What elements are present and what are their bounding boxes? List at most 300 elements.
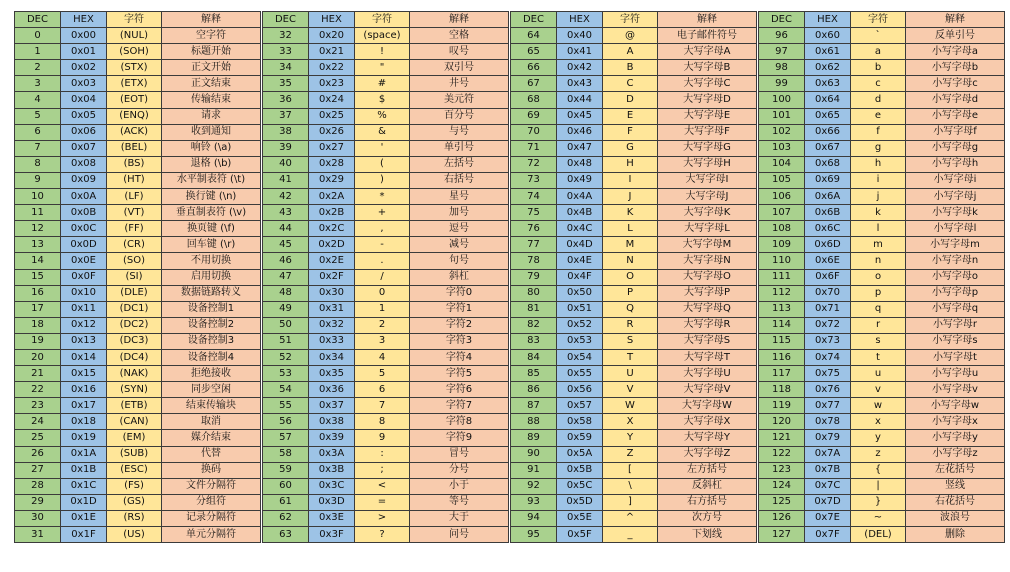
cell-char: Y xyxy=(603,430,658,446)
cell-dec: 49 xyxy=(263,301,309,317)
cell-desc: 斜杠 xyxy=(410,269,509,285)
cell-char: (CAN) xyxy=(107,414,162,430)
cell-char: b xyxy=(851,60,906,76)
cell-desc: 波浪号 xyxy=(906,510,1005,526)
cell-char: d xyxy=(851,92,906,108)
cell-hex: 0x64 xyxy=(805,92,851,108)
cell-char: 5 xyxy=(355,366,410,382)
cell-char: ; xyxy=(355,462,410,478)
cell-char: H xyxy=(603,156,658,172)
cell-hex: 0x0D xyxy=(61,237,107,253)
table-row xyxy=(15,494,261,510)
cell-dec: 122 xyxy=(759,446,805,462)
cell-desc: 小写字母l xyxy=(906,221,1005,237)
cell-char: ? xyxy=(355,527,410,543)
cell-dec: 56 xyxy=(263,414,309,430)
cell-desc: 分组符 xyxy=(162,494,261,510)
cell-hex: 0x2D xyxy=(309,237,355,253)
cell-char: z xyxy=(851,446,906,462)
cell-hex: 0x32 xyxy=(309,317,355,333)
cell-hex: 0x01 xyxy=(61,44,107,60)
cell-hex: 0x57 xyxy=(557,398,603,414)
cell-dec: 20 xyxy=(15,349,61,365)
table-row xyxy=(759,172,1005,188)
cell-char: + xyxy=(355,205,410,221)
cell-hex: 0x70 xyxy=(805,285,851,301)
cell-dec: 68 xyxy=(511,92,557,108)
table-row xyxy=(263,478,509,494)
cell-dec: 81 xyxy=(511,301,557,317)
cell-hex: 0x6D xyxy=(805,237,851,253)
cell-dec: 30 xyxy=(15,510,61,526)
cell-desc: 叹号 xyxy=(410,44,509,60)
cell-hex: 0x1A xyxy=(61,446,107,462)
cell-hex: 0x5D xyxy=(557,494,603,510)
cell-hex: 0x3B xyxy=(309,462,355,478)
cell-dec: 110 xyxy=(759,253,805,269)
cell-desc: 大写字母E xyxy=(658,108,757,124)
cell-dec: 105 xyxy=(759,172,805,188)
cell-desc: 小写字母b xyxy=(906,60,1005,76)
cell-desc: 小写字母z xyxy=(906,446,1005,462)
cell-hex: 0x5E xyxy=(557,510,603,526)
table-row xyxy=(263,333,509,349)
cell-desc: 大于 xyxy=(410,510,509,526)
table-row xyxy=(511,366,757,382)
table-row xyxy=(511,494,757,510)
cell-hex: 0x5C xyxy=(557,478,603,494)
table-row xyxy=(263,446,509,462)
cell-char: @ xyxy=(603,28,658,44)
table-row xyxy=(511,28,757,44)
cell-char: Q xyxy=(603,301,658,317)
cell-char: (ESC) xyxy=(107,462,162,478)
cell-char: \ xyxy=(603,478,658,494)
cell-desc: 电子邮件符号 xyxy=(658,28,757,44)
table-row xyxy=(759,430,1005,446)
cell-hex: 0x4E xyxy=(557,253,603,269)
table-row xyxy=(511,76,757,92)
cell-dec: 76 xyxy=(511,221,557,237)
cell-char: (GS) xyxy=(107,494,162,510)
cell-dec: 52 xyxy=(263,349,309,365)
cell-hex: 0x25 xyxy=(309,108,355,124)
cell-hex: 0x3D xyxy=(309,494,355,510)
cell-hex: 0x0B xyxy=(61,205,107,221)
cell-hex: 0x09 xyxy=(61,172,107,188)
cell-desc: 大写字母H xyxy=(658,156,757,172)
cell-hex: 0x34 xyxy=(309,349,355,365)
cell-dec: 34 xyxy=(263,60,309,76)
cell-desc: 右花括号 xyxy=(906,494,1005,510)
cell-char: I xyxy=(603,172,658,188)
cell-char: / xyxy=(355,269,410,285)
cell-hex: 0x00 xyxy=(61,28,107,44)
cell-hex: 0x11 xyxy=(61,301,107,317)
cell-hex: 0x6E xyxy=(805,253,851,269)
cell-char: = xyxy=(355,494,410,510)
cell-char: } xyxy=(851,494,906,510)
cell-dec: 2 xyxy=(15,60,61,76)
cell-char: (NUL) xyxy=(107,28,162,44)
cell-dec: 0 xyxy=(15,28,61,44)
cell-dec: 72 xyxy=(511,156,557,172)
cell-char: (NAK) xyxy=(107,366,162,382)
cell-dec: 25 xyxy=(15,430,61,446)
cell-dec: 38 xyxy=(263,124,309,140)
cell-char: (SO) xyxy=(107,253,162,269)
cell-hex: 0x6C xyxy=(805,221,851,237)
cell-desc: 换行键 (\n) xyxy=(162,189,261,205)
table-row xyxy=(511,124,757,140)
table-row xyxy=(263,510,509,526)
cell-dec: 117 xyxy=(759,366,805,382)
table-row xyxy=(15,446,261,462)
table-row xyxy=(263,140,509,156)
table-row xyxy=(759,285,1005,301)
cell-char: u xyxy=(851,366,906,382)
table-row xyxy=(511,317,757,333)
cell-hex: 0x7D xyxy=(805,494,851,510)
table-row xyxy=(511,237,757,253)
cell-hex: 0x05 xyxy=(61,108,107,124)
cell-dec: 60 xyxy=(263,478,309,494)
ascii-table-1 xyxy=(14,11,261,543)
cell-char: T xyxy=(603,349,658,365)
cell-char: (DC2) xyxy=(107,317,162,333)
cell-hex: 0x24 xyxy=(309,92,355,108)
table-row xyxy=(511,60,757,76)
cell-char: E xyxy=(603,108,658,124)
cell-dec: 12 xyxy=(15,221,61,237)
cell-char: (space) xyxy=(355,28,410,44)
cell-desc: 收到通知 xyxy=(162,124,261,140)
cell-dec: 124 xyxy=(759,478,805,494)
cell-desc: 大写字母F xyxy=(658,124,757,140)
table-row xyxy=(263,253,509,269)
cell-hex: 0x6A xyxy=(805,189,851,205)
table-row xyxy=(511,430,757,446)
column-header-char: 字符 xyxy=(355,12,410,28)
table-row xyxy=(15,285,261,301)
cell-desc: 字符6 xyxy=(410,382,509,398)
cell-char: s xyxy=(851,333,906,349)
cell-desc: 空格 xyxy=(410,28,509,44)
cell-desc: 大写字母J xyxy=(658,189,757,205)
cell-desc: 请求 xyxy=(162,108,261,124)
cell-dec: 66 xyxy=(511,60,557,76)
cell-char: (CR) xyxy=(107,237,162,253)
cell-char: i xyxy=(851,172,906,188)
cell-dec: 15 xyxy=(15,269,61,285)
ascii-table-4 xyxy=(758,11,1005,543)
cell-hex: 0x03 xyxy=(61,76,107,92)
cell-char: (SYN) xyxy=(107,382,162,398)
cell-desc: 百分号 xyxy=(410,108,509,124)
cell-hex: 0x68 xyxy=(805,156,851,172)
cell-desc: 垂直制表符 (\v) xyxy=(162,205,261,221)
cell-dec: 109 xyxy=(759,237,805,253)
column-header-dec: DEC xyxy=(263,12,309,28)
cell-char: 0 xyxy=(355,285,410,301)
cell-desc: 小写字母q xyxy=(906,301,1005,317)
cell-dec: 41 xyxy=(263,172,309,188)
cell-desc: 大写字母T xyxy=(658,349,757,365)
cell-desc: 取消 xyxy=(162,414,261,430)
cell-dec: 121 xyxy=(759,430,805,446)
cell-dec: 114 xyxy=(759,317,805,333)
cell-desc: 与号 xyxy=(410,124,509,140)
table-row xyxy=(759,349,1005,365)
cell-char: 1 xyxy=(355,301,410,317)
cell-desc: 水平制表符 (\t) xyxy=(162,172,261,188)
cell-hex: 0x2E xyxy=(309,253,355,269)
cell-char: 7 xyxy=(355,398,410,414)
cell-dec: 13 xyxy=(15,237,61,253)
cell-desc: 问号 xyxy=(410,527,509,543)
cell-dec: 98 xyxy=(759,60,805,76)
table-row xyxy=(15,382,261,398)
table-row xyxy=(263,108,509,124)
table-row xyxy=(511,527,757,543)
cell-dec: 84 xyxy=(511,349,557,365)
cell-dec: 108 xyxy=(759,221,805,237)
cell-desc: 句号 xyxy=(410,253,509,269)
cell-dec: 73 xyxy=(511,172,557,188)
cell-hex: 0x29 xyxy=(309,172,355,188)
cell-char: (RS) xyxy=(107,510,162,526)
cell-desc: 字符2 xyxy=(410,317,509,333)
cell-dec: 57 xyxy=(263,430,309,446)
table-row xyxy=(511,510,757,526)
cell-dec: 36 xyxy=(263,92,309,108)
cell-hex: 0x22 xyxy=(309,60,355,76)
cell-desc: 右括号 xyxy=(410,172,509,188)
cell-hex: 0x4F xyxy=(557,269,603,285)
cell-desc: 等号 xyxy=(410,494,509,510)
table-row xyxy=(759,205,1005,221)
table-row xyxy=(15,301,261,317)
cell-char: m xyxy=(851,237,906,253)
cell-dec: 14 xyxy=(15,253,61,269)
table-row xyxy=(263,92,509,108)
cell-char: (US) xyxy=(107,527,162,543)
table-row xyxy=(263,414,509,430)
cell-char: 3 xyxy=(355,333,410,349)
cell-hex: 0x5B xyxy=(557,462,603,478)
table-row xyxy=(511,285,757,301)
cell-char: t xyxy=(851,349,906,365)
table-row xyxy=(15,317,261,333)
cell-hex: 0x1F xyxy=(61,527,107,543)
table-row xyxy=(15,205,261,221)
cell-desc: 单引号 xyxy=(410,140,509,156)
cell-hex: 0x26 xyxy=(309,124,355,140)
cell-dec: 96 xyxy=(759,28,805,44)
cell-char: # xyxy=(355,76,410,92)
cell-desc: 逗号 xyxy=(410,221,509,237)
cell-desc: 大写字母Y xyxy=(658,430,757,446)
cell-desc: 小写字母r xyxy=(906,317,1005,333)
cell-char: v xyxy=(851,382,906,398)
cell-desc: 正文开始 xyxy=(162,60,261,76)
cell-char: x xyxy=(851,414,906,430)
cell-dec: 3 xyxy=(15,76,61,92)
cell-char: 2 xyxy=(355,317,410,333)
cell-char: M xyxy=(603,237,658,253)
table-header-row xyxy=(759,12,1005,28)
cell-hex: 0x1C xyxy=(61,478,107,494)
table-row xyxy=(759,269,1005,285)
cell-char: K xyxy=(603,205,658,221)
cell-dec: 118 xyxy=(759,382,805,398)
cell-hex: 0x67 xyxy=(805,140,851,156)
table-row xyxy=(759,382,1005,398)
table-row xyxy=(511,333,757,349)
table-row xyxy=(15,510,261,526)
cell-desc: 正文结束 xyxy=(162,76,261,92)
cell-hex: 0x14 xyxy=(61,349,107,365)
cell-dec: 126 xyxy=(759,510,805,526)
cell-char: (BS) xyxy=(107,156,162,172)
table-row xyxy=(511,478,757,494)
cell-desc: 冒号 xyxy=(410,446,509,462)
cell-char: * xyxy=(355,189,410,205)
table-row xyxy=(263,44,509,60)
cell-desc: 大写字母X xyxy=(658,414,757,430)
cell-desc: 传输结束 xyxy=(162,92,261,108)
cell-dec: 48 xyxy=(263,285,309,301)
cell-desc: 星号 xyxy=(410,189,509,205)
cell-desc: 字符0 xyxy=(410,285,509,301)
table-row xyxy=(263,28,509,44)
cell-desc: 小于 xyxy=(410,478,509,494)
cell-hex: 0x65 xyxy=(805,108,851,124)
ascii-table-2 xyxy=(262,11,509,543)
cell-dec: 99 xyxy=(759,76,805,92)
cell-hex: 0x1D xyxy=(61,494,107,510)
cell-char: ' xyxy=(355,140,410,156)
cell-hex: 0x06 xyxy=(61,124,107,140)
column-header-hex: HEX xyxy=(61,12,107,28)
cell-hex: 0x72 xyxy=(805,317,851,333)
table-row xyxy=(263,189,509,205)
table-row xyxy=(15,462,261,478)
cell-dec: 125 xyxy=(759,494,805,510)
table-row xyxy=(511,398,757,414)
cell-dec: 43 xyxy=(263,205,309,221)
cell-char: C xyxy=(603,76,658,92)
table-row xyxy=(511,253,757,269)
cell-desc: 大写字母W xyxy=(658,398,757,414)
cell-desc: 次方号 xyxy=(658,510,757,526)
cell-hex: 0x07 xyxy=(61,140,107,156)
cell-char: U xyxy=(603,366,658,382)
cell-hex: 0x4C xyxy=(557,221,603,237)
cell-hex: 0x78 xyxy=(805,414,851,430)
cell-dec: 62 xyxy=(263,510,309,526)
cell-desc: 大写字母D xyxy=(658,92,757,108)
cell-desc: 设备控制3 xyxy=(162,333,261,349)
cell-char: 9 xyxy=(355,430,410,446)
cell-char: (ETX) xyxy=(107,76,162,92)
column-header-char: 字符 xyxy=(603,12,658,28)
cell-hex: 0x61 xyxy=(805,44,851,60)
cell-dec: 90 xyxy=(511,446,557,462)
cell-char: : xyxy=(355,446,410,462)
cell-char: V xyxy=(603,382,658,398)
cell-hex: 0x5A xyxy=(557,446,603,462)
cell-char: (DC4) xyxy=(107,349,162,365)
cell-dec: 69 xyxy=(511,108,557,124)
cell-dec: 85 xyxy=(511,366,557,382)
cell-hex: 0x7E xyxy=(805,510,851,526)
cell-hex: 0x3E xyxy=(309,510,355,526)
cell-desc: 单元分隔符 xyxy=(162,527,261,543)
cell-desc: 标题开始 xyxy=(162,44,261,60)
cell-char: Z xyxy=(603,446,658,462)
cell-hex: 0x04 xyxy=(61,92,107,108)
cell-desc: 换码 xyxy=(162,462,261,478)
table-row xyxy=(15,414,261,430)
cell-desc: 启用切换 xyxy=(162,269,261,285)
cell-hex: 0x31 xyxy=(309,301,355,317)
cell-dec: 33 xyxy=(263,44,309,60)
table-row xyxy=(263,366,509,382)
column-header-hex: HEX xyxy=(309,12,355,28)
table-row xyxy=(15,156,261,172)
cell-dec: 37 xyxy=(263,108,309,124)
table-row xyxy=(15,253,261,269)
table-row xyxy=(15,478,261,494)
cell-char: ! xyxy=(355,44,410,60)
cell-dec: 54 xyxy=(263,382,309,398)
cell-hex: 0x27 xyxy=(309,140,355,156)
cell-hex: 0x10 xyxy=(61,285,107,301)
table-header-row xyxy=(15,12,261,28)
cell-hex: 0x6F xyxy=(805,269,851,285)
cell-desc: 记录分隔符 xyxy=(162,510,261,526)
cell-desc: 同步空闲 xyxy=(162,382,261,398)
cell-hex: 0x19 xyxy=(61,430,107,446)
column-header-dec: DEC xyxy=(511,12,557,28)
cell-hex: 0x44 xyxy=(557,92,603,108)
cell-hex: 0x0A xyxy=(61,189,107,205)
table-row xyxy=(15,221,261,237)
cell-dec: 26 xyxy=(15,446,61,462)
cell-desc: 设备控制2 xyxy=(162,317,261,333)
cell-hex: 0x73 xyxy=(805,333,851,349)
cell-char: D xyxy=(603,92,658,108)
cell-dec: 7 xyxy=(15,140,61,156)
cell-dec: 45 xyxy=(263,237,309,253)
table-row xyxy=(759,494,1005,510)
cell-char: n xyxy=(851,253,906,269)
cell-dec: 111 xyxy=(759,269,805,285)
table-row xyxy=(263,398,509,414)
cell-char: - xyxy=(355,237,410,253)
cell-hex: 0x5F xyxy=(557,527,603,543)
cell-desc: 小写字母w xyxy=(906,398,1005,414)
cell-desc: 大写字母M xyxy=(658,237,757,253)
cell-dec: 9 xyxy=(15,172,61,188)
table-row xyxy=(511,189,757,205)
cell-desc: 反单引号 xyxy=(906,28,1005,44)
cell-hex: 0x62 xyxy=(805,60,851,76)
cell-char: P xyxy=(603,285,658,301)
cell-char: X xyxy=(603,414,658,430)
column-header-desc: 解释 xyxy=(658,12,757,28)
